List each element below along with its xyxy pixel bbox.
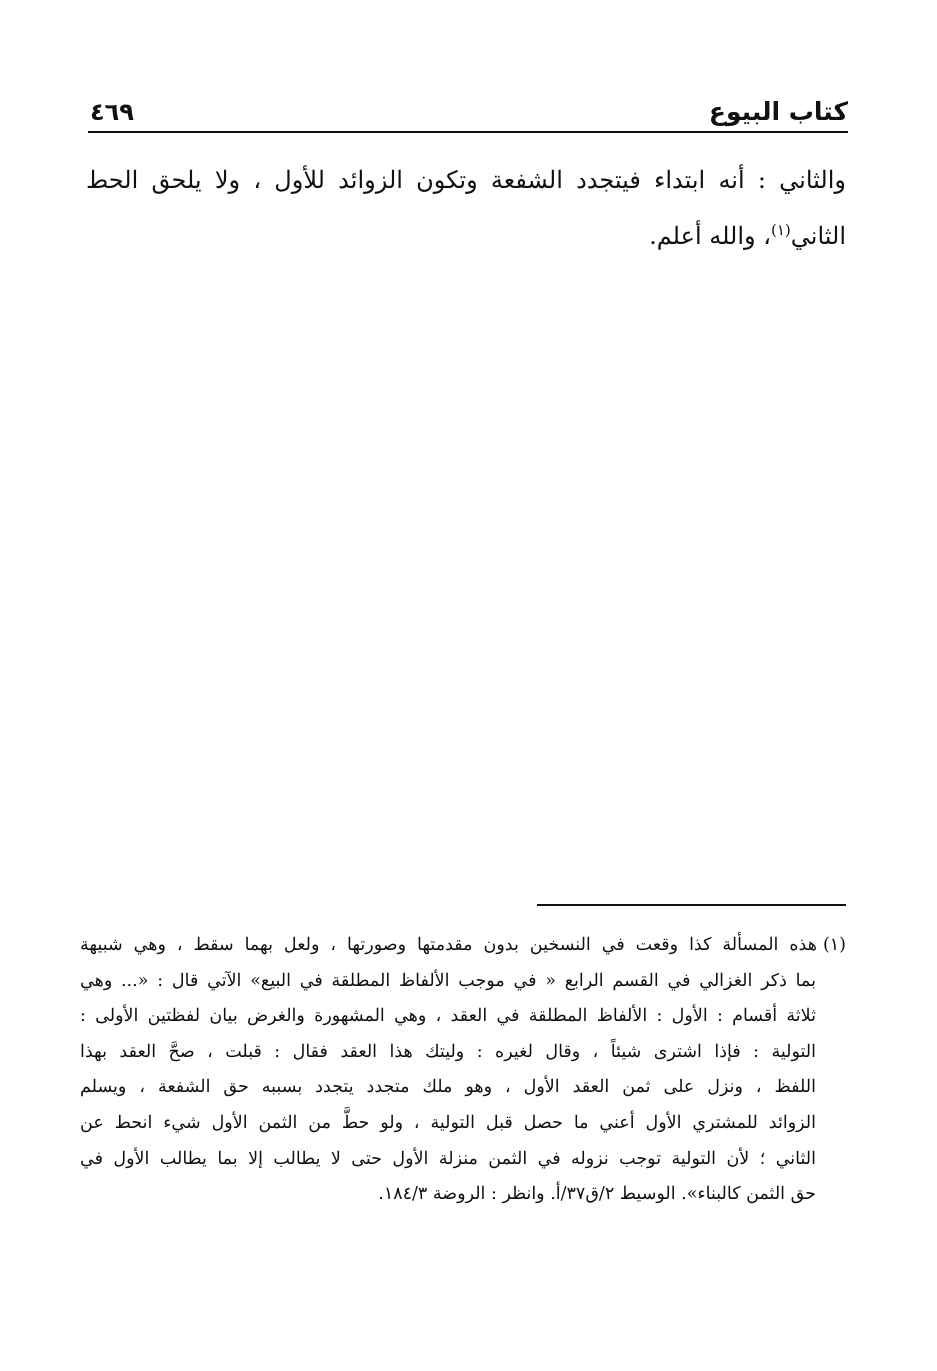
book-title: كتاب البيوع: [708, 97, 848, 126]
main-text: [86, 152, 846, 264]
footnote-text: هذه المسألة كذا وقعت في النسخين بدون مقدمتها وصورتها ، ولعل بهما سقط ، وهي شبيهة: [80, 935, 817, 955]
footnote-line: ثلاثة أقسام : الأول : الألفاظ المطلقة في العقد ، وهي المشهورة والغرض بيان لفظتين الأولى :: [80, 1006, 816, 1027]
page-header: [88, 96, 848, 132]
main-text-fragment: ، والله أعلم.: [649, 222, 771, 250]
footnote-divider: [537, 904, 846, 906]
footnote-line: بما ذكر الغزالي في القسم الرابع « في موجب الألفاظ المطلقة في البيع» الآتي قال : «... وهي: [80, 970, 816, 991]
footnote-line: حق الثمن كالبناء». الوسيط ٢/ق٣٧/أ. وانظر : الروضة ١٨٤/٣.: [378, 1184, 816, 1205]
footnote-line: الزوائد للمشتري الأول أعني ما حصل قبل التولية ، ولو حطَّ من الثمن الأول شيء انحط عن: [80, 1112, 816, 1133]
main-text-line: [86, 208, 846, 264]
header-divider: [88, 131, 848, 133]
footnote-line: الثاني ؛ لأن التولية توجب نزوله في الثمن منزلة الأول حتى لا يطالب إلا بما يطالب الأول في: [80, 1148, 816, 1169]
footnote-reference[interactable]: (١): [771, 221, 791, 239]
footnote-line: [80, 928, 846, 964]
main-text-line: والثاني : أنه ابتداء فيتجدد الشفعة وتكون الزوائد للأول ، ولا يلحق الحط: [86, 166, 846, 194]
page-number: ٤٦٩: [90, 98, 134, 126]
footnote-line: اللفظ ، ونزل على ثمن العقد الأول ، وهو ملك متجدد يتجدد بسببه حق الشفعة ، ويسلم: [80, 1077, 816, 1098]
footnote-marker: (١): [822, 935, 846, 955]
main-text-fragment: الثاني: [790, 222, 846, 250]
footnote: [80, 928, 846, 1213]
footnote-line: التولية : فإذا اشترى شيئاً ، وقال لغيره : وليتك هذا العقد فقال : قبلت ، صحَّ العقد بهذا: [80, 1041, 816, 1062]
